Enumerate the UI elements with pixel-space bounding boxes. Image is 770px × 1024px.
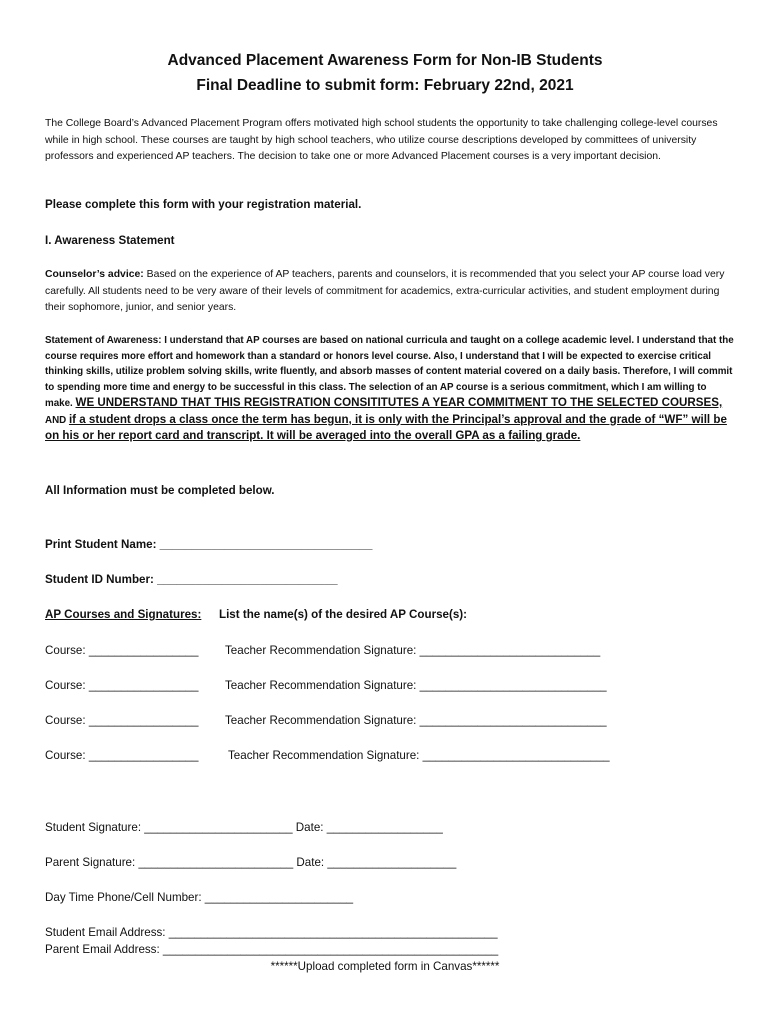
student-email-field[interactable]: Student Email Address: ___________________________________________________ <box>45 926 498 939</box>
course-field-1[interactable]: Course: _________________ <box>45 644 199 657</box>
statement-commitment: WE UNDERSTAND THAT THIS REGISTRATION CONSITITUTES A YEAR COMMITMENT TO THE SELECTED COURSES, <box>75 396 723 409</box>
statement-of-awareness <box>45 333 735 445</box>
student-id-field[interactable]: Student ID Number: ____________________________ <box>45 573 338 586</box>
course-field-4[interactable]: Course: _________________ <box>45 749 199 762</box>
phone-field[interactable]: Day Time Phone/Cell Number: _______________________ <box>45 891 354 904</box>
deadline-title: Final Deadline to submit form: February 22nd, 2021 <box>196 77 574 94</box>
intro-paragraph: The College Board’s Advanced Placement Program offers motivated high school students the opportunity to take challenging college-level courses while in high school. These courses are taught by high school teachers, who utilize course descriptions developed by committees of university professors and experienced AP teachers. The decision to take one or more Advanced Placement courses is a very important decision. <box>45 118 718 163</box>
teacher-signature-field-3[interactable]: Teacher Recommendation Signature: _____________________________ <box>225 714 607 727</box>
statement-drop-policy: if a student drops a class once the term has begun, it is only with the Principal’s approval and the grade of “WF” will be on his or her report card and transcript. It will be averaged into the overall GPA as a failing grade. <box>45 412 727 442</box>
section-heading-awareness: I. Awareness Statement <box>45 234 175 247</box>
statement-and: AND <box>45 414 69 426</box>
ap-list-label: List the name(s) of the desired AP Course(s): <box>219 608 468 621</box>
upload-note: ******Upload completed form in Canvas****** <box>270 960 500 973</box>
advice-label: Counselor’s advice: <box>45 269 144 280</box>
complete-instruction: Please complete this form with your registration material. <box>45 198 362 211</box>
course-field-2[interactable]: Course: _________________ <box>45 679 199 692</box>
all-info-heading: All Information must be completed below. <box>45 484 275 497</box>
teacher-signature-field-1[interactable]: Teacher Recommendation Signature: ____________________________ <box>225 644 601 657</box>
counselor-advice <box>45 267 735 317</box>
teacher-signature-field-2[interactable]: Teacher Recommendation Signature: _____________________________ <box>225 679 607 692</box>
parent-email-field[interactable]: Parent Email Address: ____________________________________________________ <box>45 943 499 956</box>
ap-courses-heading: AP Courses and Signatures: <box>45 608 202 621</box>
course-field-3[interactable]: Course: _________________ <box>45 714 199 727</box>
parent-signature-field[interactable]: Parent Signature: ________________________ Date: ____________________ <box>45 856 457 869</box>
form-title: Advanced Placement Awareness Form for Non-IB Students <box>167 52 603 69</box>
ap-courses-row <box>45 608 201 621</box>
statement-text: Statement of Awareness: I understand that AP courses are based on national curricula and taught on a college academic level. I understand that the course requires more effort and homework than a standard or honors level course. Also, I understand that I will be expected to exercise critical thinking skills, utilize problem solving skills, write fluently, and absorb masses of content material covered on a daily basis. Therefore, I will commit to spending more time and energy to be successful in this class. The selection of an AP course is a serious commitment, which I am willing to make. <box>45 335 734 409</box>
advice-text: Based on the experience of AP teachers, parents and counselors, it is recommended that you select your AP course load very carefully. All students need to be very aware of their levels of commitment for academics, extra-curricular activities, and student employment during their sophomore, junior, and senior years. <box>45 269 725 314</box>
student-name-field[interactable]: Print Student Name: _________________________________ <box>45 538 373 551</box>
teacher-signature-field-4[interactable]: Teacher Recommendation Signature: _____________________________ <box>228 749 610 762</box>
student-signature-field[interactable]: Student Signature: _______________________ Date: __________________ <box>45 821 443 834</box>
